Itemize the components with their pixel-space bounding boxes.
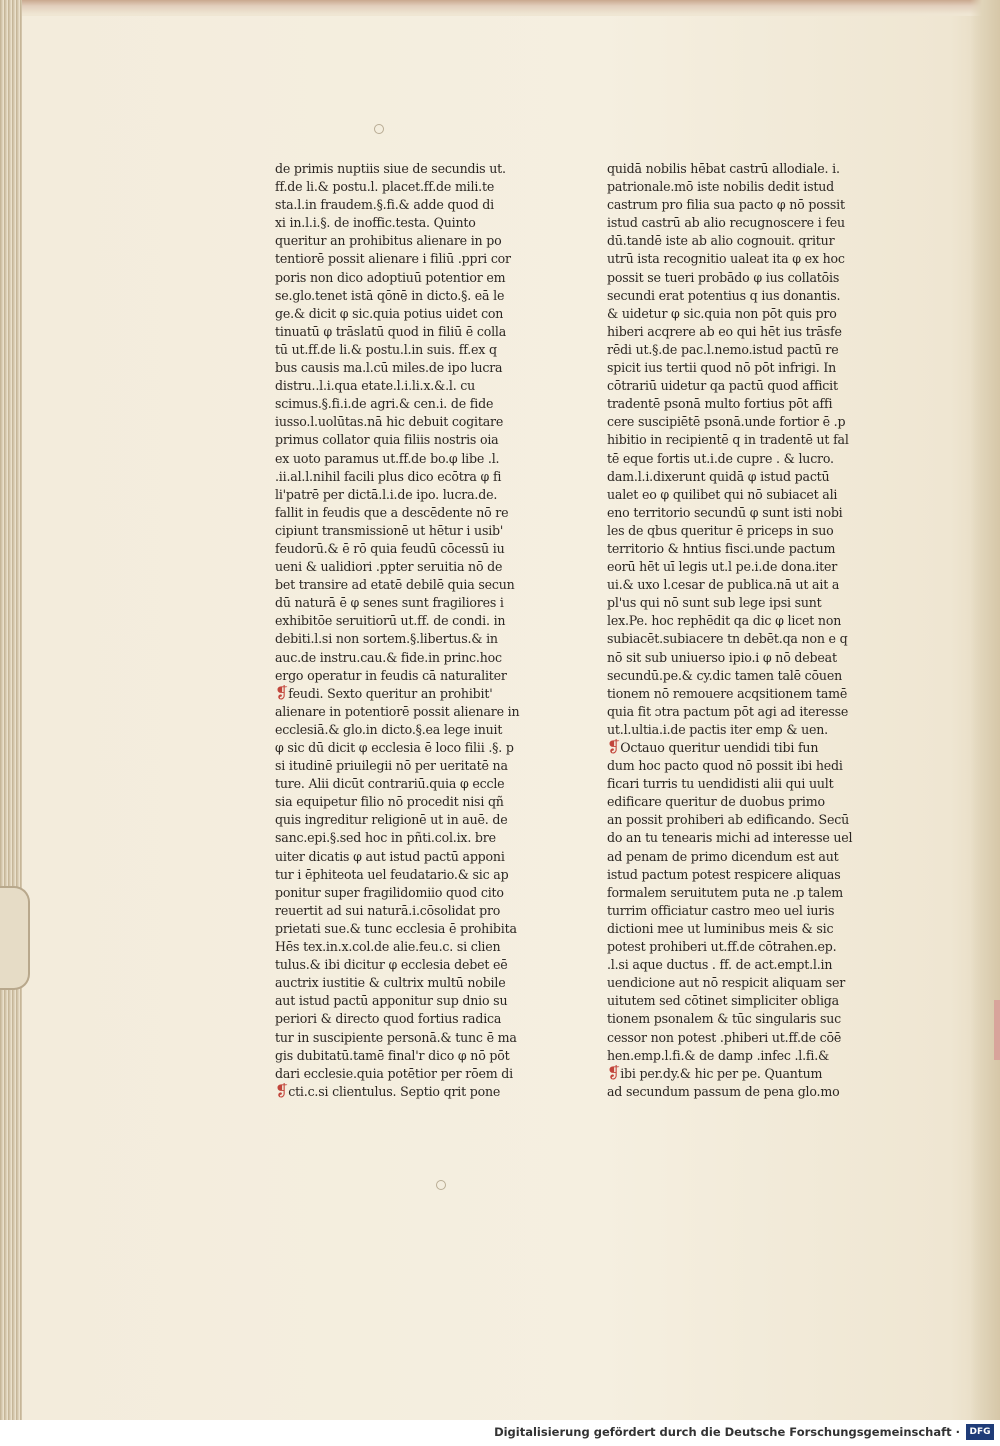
text-line bbox=[275, 1029, 543, 1047]
line-text: fallit in feudis que a descēdente nō re bbox=[275, 504, 509, 520]
line-text: ui.& uxo l.cesar de publica.nā ut ait a bbox=[607, 577, 840, 593]
text-line bbox=[275, 522, 543, 540]
text-line bbox=[275, 594, 543, 612]
text-line bbox=[275, 196, 543, 214]
line-text: aut istud pactū apponitur sup dnio su bbox=[275, 993, 508, 1009]
footer-bar bbox=[0, 1420, 1000, 1446]
text-line bbox=[275, 974, 543, 992]
text-line bbox=[607, 196, 875, 214]
line-text: dū naturā ē φ senes sunt fragiliores i bbox=[275, 595, 504, 611]
text-line bbox=[607, 413, 875, 431]
text-line bbox=[275, 214, 543, 232]
line-text: exhibitōe seruitiorū ut.ff. de condi. in bbox=[275, 613, 506, 629]
line-text: cōtrariū uidetur qa pactū quod afficit bbox=[607, 378, 838, 394]
text-line bbox=[607, 178, 875, 196]
text-line bbox=[607, 468, 875, 486]
text-line bbox=[607, 739, 875, 757]
line-text: ueni & ualidiori .ppter seruitia nō de bbox=[275, 559, 503, 575]
line-text: gis dubitatū.tamē final'r dico φ nō pōt bbox=[275, 1047, 510, 1063]
text-line bbox=[607, 540, 875, 558]
text-line bbox=[275, 576, 543, 594]
text-line bbox=[607, 450, 875, 468]
line-text: istud pactum potest respicere aliquas bbox=[607, 866, 841, 882]
text-line bbox=[607, 612, 875, 630]
line-text: eorū hēt uī legis ut.l pe.i.de dona.iter bbox=[607, 559, 838, 575]
text-line bbox=[607, 685, 875, 703]
paragraph-mark-icon: ❡ bbox=[607, 1064, 621, 1082]
text-line bbox=[607, 377, 875, 395]
line-text: feudorū.& ē rō quia feudū cōcessū iu bbox=[275, 540, 505, 556]
text-line bbox=[275, 558, 543, 576]
line-text: pl'us qui nō sunt sub lege ipsi sunt bbox=[607, 595, 822, 611]
text-line bbox=[275, 431, 543, 449]
text-line bbox=[607, 829, 875, 847]
page-edges-left bbox=[0, 0, 22, 1420]
text-line bbox=[607, 721, 875, 739]
text-line bbox=[607, 703, 875, 721]
text-line bbox=[607, 1047, 875, 1065]
text-line bbox=[275, 1065, 543, 1083]
line-text: tionem psonalem & tūc singularis suc bbox=[607, 1011, 842, 1027]
line-text: cere suscipiētē psonā.unde fortior ē .p bbox=[607, 414, 846, 430]
line-text: tulus.& ibi dicitur φ ecclesia debet eē bbox=[275, 957, 508, 973]
line-text: dū.tandē iste ab alio cognouit. qritur bbox=[607, 233, 835, 249]
text-line bbox=[275, 232, 543, 250]
text-line bbox=[607, 341, 875, 359]
line-text: ad secundum passum de pena glo.mo bbox=[607, 1083, 840, 1099]
text-line bbox=[607, 884, 875, 902]
line-text: hen.emp.l.fi.& de damp .infec .l.fi.& bbox=[607, 1047, 830, 1063]
text-line bbox=[275, 540, 543, 558]
dfg-logo: DFG bbox=[966, 1424, 994, 1440]
line-text: reuertit ad sui naturā.i.cōsolidat pro bbox=[275, 902, 501, 918]
red-bookmark-strip bbox=[994, 1000, 1000, 1060]
text-line bbox=[275, 269, 543, 287]
text-line bbox=[275, 667, 543, 685]
line-text: hibitio in recipientē q in tradentē ut fal bbox=[607, 432, 849, 448]
text-line bbox=[275, 992, 543, 1010]
line-text: secundū.pe.& cy.dic tamen talē cōuen bbox=[607, 667, 842, 683]
line-text: cessor non potest .phiberi ut.ff.de cōē bbox=[607, 1029, 842, 1045]
line-text: sanc.epi.§.sed hoc in pñti.col.ix. bre bbox=[275, 830, 496, 846]
line-text: ff.de li.& postu.l. placet.ff.de mili.te bbox=[275, 179, 495, 195]
line-text: quis ingreditur religionē ut in auē. de bbox=[275, 812, 508, 828]
line-text: ture. Alii dicūt contrariū.quia φ eccle bbox=[275, 776, 505, 792]
text-line bbox=[607, 160, 875, 178]
text-line bbox=[607, 630, 875, 648]
paragraph-mark-icon: ❡ bbox=[275, 684, 289, 702]
text-line bbox=[607, 1029, 875, 1047]
line-text: hiberi acqrere ab eo qui hēt ius trāsfe bbox=[607, 323, 842, 339]
line-text: formalem seruitutem puta ne .p talem bbox=[607, 884, 844, 900]
text-line bbox=[607, 974, 875, 992]
line-text: tē eque fortis ut.i.de cupre . & lucro. bbox=[607, 450, 834, 466]
text-line bbox=[607, 848, 875, 866]
line-text: secundi erat potentius q ius donantis. bbox=[607, 287, 841, 303]
line-text: les de qbus queritur ē priceps in suo bbox=[607, 522, 834, 538]
line-text: ecclesiā.& glo.in dicto.§.ea lege inuit bbox=[275, 721, 503, 737]
text-line bbox=[607, 775, 875, 793]
text-line bbox=[275, 305, 543, 323]
text-line bbox=[275, 884, 543, 902]
paragraph-mark-icon: ❡ bbox=[607, 739, 621, 756]
text-line bbox=[275, 703, 543, 721]
line-text: sta.l.in fraudem.§.fi.& adde quod di bbox=[275, 197, 494, 213]
line-text: edificare queritur de duobus primo bbox=[607, 794, 825, 810]
line-text: cipiunt transmissionē ut hētur i usib' bbox=[275, 522, 504, 538]
line-text: tinuatū φ trāslatū quod in filiū ē colla bbox=[275, 323, 507, 339]
text-line bbox=[607, 395, 875, 413]
line-text: auctrix iustitie & cultrix multū nobile bbox=[275, 975, 506, 991]
page-edge-right bbox=[970, 0, 1000, 1420]
text-line bbox=[607, 323, 875, 341]
text-line bbox=[275, 178, 543, 196]
line-text: tradentē psonā multo fortius pōt affi bbox=[607, 396, 833, 412]
text-line bbox=[275, 250, 543, 268]
line-text: ad penam de primo dicendum est aut bbox=[607, 848, 839, 864]
line-text: tentiorē possit alienare i filiū .ppri cor bbox=[275, 251, 511, 267]
line-text: alienare in potentiorē possit alienare in bbox=[275, 703, 520, 719]
line-text: quia fit ɔtra pactum pōt agi ad iteresse bbox=[607, 703, 849, 719]
text-line bbox=[275, 450, 543, 468]
text-line bbox=[607, 522, 875, 540]
line-text: Hēs tex.in.x.col.de alie.feu.c. si clien bbox=[275, 939, 501, 955]
text-line bbox=[607, 757, 875, 775]
text-line bbox=[275, 757, 543, 775]
text-line bbox=[275, 1010, 543, 1028]
line-text: dum hoc pacto quod nō possit ibi hedi bbox=[607, 758, 843, 774]
line-text: uitutem sed cōtinet simpliciter obliga bbox=[607, 993, 839, 1009]
text-line bbox=[275, 775, 543, 793]
line-text: bus causis ma.l.cū miles.de ipo lucra bbox=[275, 360, 503, 376]
text-line bbox=[275, 395, 543, 413]
line-text: ex uoto paramus ut.ff.de bo.φ libe .l. bbox=[275, 450, 500, 466]
text-line bbox=[275, 468, 543, 486]
text-line bbox=[607, 558, 875, 576]
text-line bbox=[607, 1083, 875, 1101]
line-text: de primis nuptiis siue de secundis ut. bbox=[275, 161, 506, 176]
text-line bbox=[275, 341, 543, 359]
text-line bbox=[607, 902, 875, 920]
text-line bbox=[607, 920, 875, 938]
text-line bbox=[607, 866, 875, 884]
line-text: periori & directo quod fortius radica bbox=[275, 1011, 502, 1027]
line-text: debiti.l.si non sortem.§.libertus.& in bbox=[275, 631, 498, 647]
text-line bbox=[607, 938, 875, 956]
text-line bbox=[607, 956, 875, 974]
line-text: dictioni mee ut luminibus meis & sic bbox=[607, 920, 834, 936]
text-line bbox=[275, 287, 543, 305]
text-line bbox=[607, 431, 875, 449]
line-text: ponitur super fragilidomiio quod cito bbox=[275, 884, 504, 900]
line-text: ficari turris tu uendidisti alii qui uult bbox=[607, 776, 834, 792]
page-speck bbox=[374, 124, 384, 134]
text-line bbox=[607, 1010, 875, 1028]
text-line bbox=[607, 793, 875, 811]
line-text: castrum pro filia sua pacto φ nō possit bbox=[607, 197, 845, 213]
line-text: subiacēt.subiacere tn debēt.qa non e q bbox=[607, 631, 848, 647]
text-line bbox=[607, 649, 875, 667]
text-line bbox=[275, 630, 543, 648]
line-text: territorio & hntius fisci.unde pactum bbox=[607, 540, 836, 556]
page-top-edge bbox=[22, 0, 1000, 16]
line-text: lex.Pe. hoc rephēdit qa dic φ licet non bbox=[607, 613, 842, 629]
text-line bbox=[607, 594, 875, 612]
text-column-left bbox=[275, 160, 543, 1101]
text-line bbox=[275, 1083, 543, 1101]
line-text: nō sit sub uniuerso ipio.i φ nō debeat bbox=[607, 649, 837, 665]
line-text: uiter dicatis φ aut istud pactū apponi bbox=[275, 848, 505, 864]
text-line bbox=[275, 1047, 543, 1065]
line-text: .ii.al.l.nihil facili plus dico ecōtra φ fi bbox=[275, 468, 502, 484]
line-text: φ sic dū dicit φ ecclesia ē loco filii .§. p bbox=[275, 740, 514, 755]
text-line bbox=[275, 920, 543, 938]
text-line bbox=[275, 377, 543, 395]
line-text: rēdi ut.§.de pac.l.nemo.istud pactū re bbox=[607, 341, 839, 357]
text-line bbox=[275, 685, 543, 703]
line-text: li'patrē per dictā.l.i.de ipo. lucra.de. bbox=[275, 486, 498, 502]
paragraph-mark-icon: ❡ bbox=[275, 1082, 289, 1100]
line-text: istud castrū ab alio recugnoscere i feu bbox=[607, 215, 845, 231]
text-line bbox=[275, 504, 543, 522]
text-line bbox=[607, 504, 875, 522]
line-text: cti.c.si clientulus. Septio qrit pone bbox=[288, 1083, 501, 1099]
text-line bbox=[607, 232, 875, 250]
text-line bbox=[607, 287, 875, 305]
line-text: tur i ēphiteota uel feudatario.& sic ap bbox=[275, 866, 509, 882]
text-line bbox=[275, 612, 543, 630]
text-line bbox=[607, 269, 875, 287]
text-line bbox=[607, 576, 875, 594]
line-text: do an tu tenearis michi ad interesse uel bbox=[607, 830, 853, 846]
line-text: turrim officiatur castro meo uel iuris bbox=[607, 902, 835, 918]
line-text: tionem nō remouere acqsitionem tamē bbox=[607, 685, 848, 701]
line-text: ergo operatur in feudis cā naturaliter bbox=[275, 667, 507, 683]
text-line bbox=[607, 250, 875, 268]
book-clasp bbox=[0, 886, 30, 990]
line-text: uendicione aut nō respicit aliquam ser bbox=[607, 975, 846, 991]
text-line bbox=[275, 160, 543, 178]
text-line bbox=[275, 413, 543, 431]
line-text: dam.l.i.dixerunt quidā φ istud pactū bbox=[607, 468, 830, 484]
line-text: spicit ius tertii quod nō pōt infrigi. In bbox=[607, 360, 837, 376]
line-text: patrionale.mō iste nobilis dedit istud bbox=[607, 179, 834, 195]
text-line bbox=[607, 667, 875, 685]
line-text: .l.si aque ductus . ff. de act.empt.l.in bbox=[607, 957, 833, 973]
text-line bbox=[275, 359, 543, 377]
line-text: feudi. Sexto queritur an prohibit' bbox=[288, 685, 493, 701]
text-line bbox=[275, 866, 543, 884]
text-line bbox=[275, 956, 543, 974]
line-text: auc.de instru.cau.& fide.in princ.hoc bbox=[275, 649, 502, 665]
line-text: poris non dico adoptiuū potentior em bbox=[275, 269, 506, 285]
text-line bbox=[275, 938, 543, 956]
line-text: & uidetur φ sic.quia non pōt quis pro bbox=[607, 305, 837, 321]
text-line bbox=[275, 902, 543, 920]
text-line bbox=[275, 486, 543, 504]
text-line bbox=[607, 214, 875, 232]
line-text: scimus.§.fi.i.de agri.& cen.i. de fide bbox=[275, 396, 494, 412]
line-text: quidā nobilis hēbat castrū allodiale. i. bbox=[607, 161, 840, 176]
line-text: xi in.l.i.§. de inoffic.testa. Quinto bbox=[275, 215, 476, 231]
text-column-right bbox=[607, 160, 875, 1101]
line-text: iusso.l.uolūtas.nā hic debuit cogitare bbox=[275, 414, 504, 430]
line-text: possit se tueri probādo φ ius collatōis bbox=[607, 269, 840, 285]
line-text: tur in suscipiente personā.& tunc ē ma bbox=[275, 1029, 517, 1045]
line-text: Octauo queritur uendidi tibi fun bbox=[620, 740, 819, 755]
page-speck bbox=[436, 1180, 446, 1190]
line-text: eno territorio secundū φ sunt isti nobi bbox=[607, 504, 843, 520]
text-line bbox=[275, 739, 543, 757]
text-line bbox=[275, 811, 543, 829]
text-line bbox=[275, 323, 543, 341]
text-line bbox=[275, 829, 543, 847]
text-line bbox=[607, 811, 875, 829]
text-line bbox=[275, 721, 543, 739]
line-text: an possit prohiberi ab edificando. Secū bbox=[607, 812, 850, 828]
text-line bbox=[607, 359, 875, 377]
line-text: dari ecclesie.quia potētior per rōem di bbox=[275, 1065, 513, 1081]
line-text: prietati sue.& tunc ecclesia ē prohibita bbox=[275, 920, 517, 936]
line-text: se.glo.tenet istā qōnē in dicto.§. eā le bbox=[275, 287, 505, 303]
text-line bbox=[607, 486, 875, 504]
text-line bbox=[607, 1065, 875, 1083]
line-text: ge.& dicit φ sic.quia potius uidet con bbox=[275, 305, 504, 321]
text-line bbox=[607, 992, 875, 1010]
text-line bbox=[607, 305, 875, 323]
line-text: bet transire ad etatē debilē quia secun bbox=[275, 577, 515, 593]
line-text: sia equipetur filio nō procedit nisi qñ bbox=[275, 794, 504, 810]
line-text: utrū ista recognitio ualeat ita φ ex hoc bbox=[607, 251, 845, 267]
line-text: ualet eo φ quilibet qui nō subiacet ali bbox=[607, 486, 838, 502]
text-line bbox=[275, 649, 543, 667]
footer-credit: Digitalisierung gefördert durch die Deutsche Forschungsgemeinschaft · bbox=[494, 1425, 960, 1439]
text-line bbox=[275, 848, 543, 866]
text-line bbox=[275, 793, 543, 811]
line-text: distru..l.i.qua etate.l.i.li.x.&.l. cu bbox=[275, 378, 476, 394]
line-text: si itudinē priuilegii nō per ueritatē na bbox=[275, 758, 508, 774]
line-text: primus collator quia filiis nostris oia bbox=[275, 432, 499, 448]
line-text: potest prohiberi ut.ff.de cōtrahen.ep. bbox=[607, 939, 837, 955]
line-text: tū ut.ff.de li.& postu.l.in suis. ff.ex q bbox=[275, 341, 497, 357]
line-text: ut.l.ultia.i.de pactis iter emp & uen. bbox=[607, 721, 828, 737]
line-text: ibi per.dy.& hic per pe. Quantum bbox=[620, 1065, 823, 1081]
line-text: queritur an prohibitus alienare in po bbox=[275, 233, 502, 249]
